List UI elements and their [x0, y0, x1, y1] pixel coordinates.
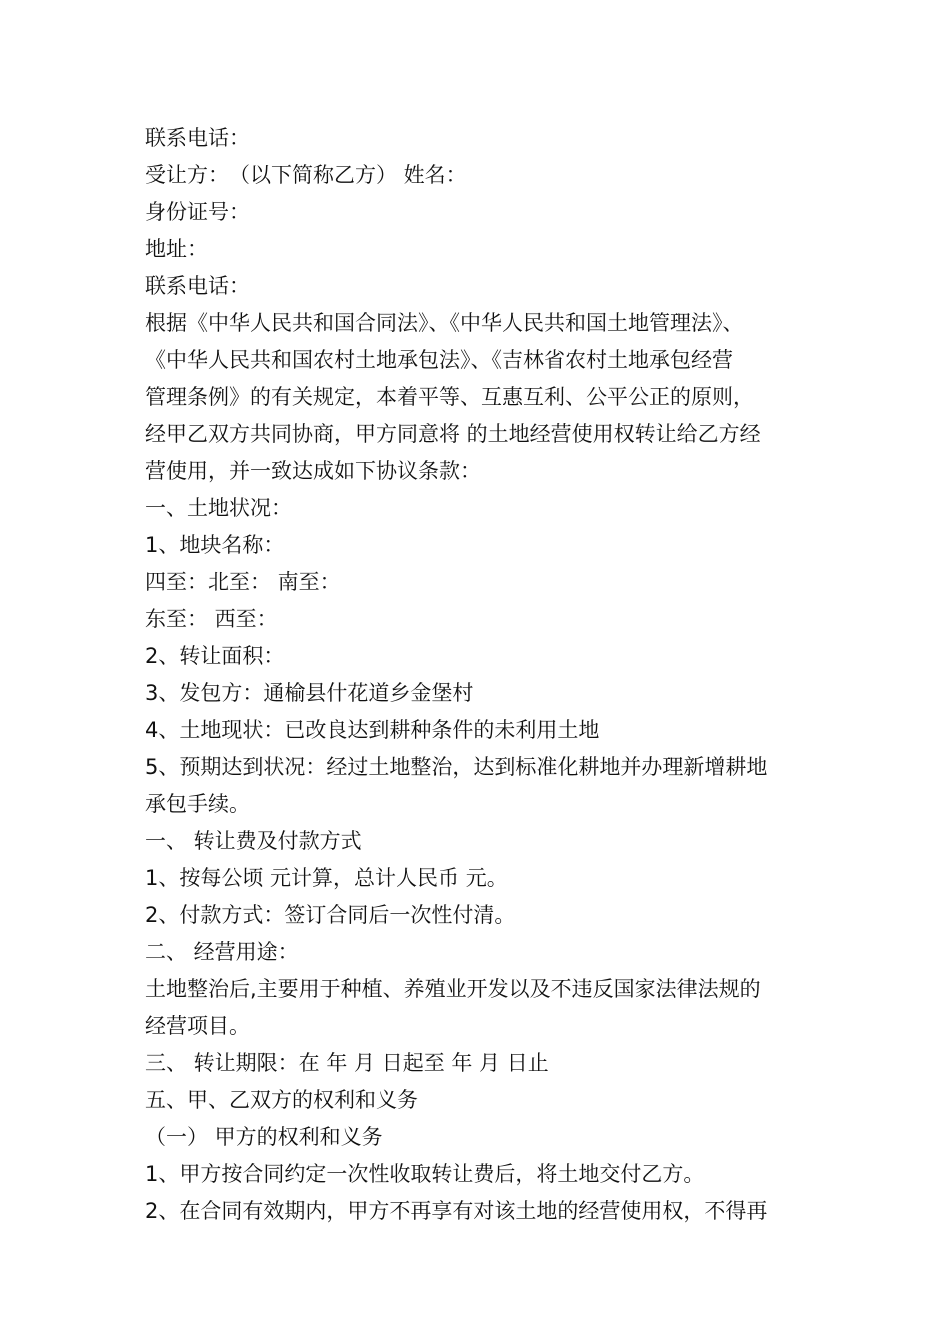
section-heading-usage: 二、 经营用途：	[145, 940, 299, 964]
text-line-party-a-clause-1: 1、甲方按合同约定一次性收取转让费后，将土地交付乙方。	[145, 1162, 705, 1186]
text-line-preamble-3: 管理条例》的有关规定，本着平等、互惠互利、公平公正的原则，	[145, 385, 754, 409]
text-line-preamble-1: 根据《中华人民共和国合同法》、《中华人民共和国土地管理法》、	[145, 311, 744, 335]
text-line-party-a-clause-2: 2、在合同有效期内，甲方不再享有对该土地的经营使用权，不得再	[145, 1199, 768, 1223]
text-line-preamble-2: 《中华人民共和国农村土地承包法》、《吉林省农村土地承包经营	[145, 348, 733, 372]
text-line-land-condition: 4、土地现状：已改良达到耕种条件的未利用土地	[145, 718, 600, 742]
text-line-preamble-5: 营使用，并一致达成如下协议条款：	[145, 459, 481, 483]
subsection-heading-party-a: （一） 甲方的权利和义务	[145, 1125, 383, 1149]
document-body	[145, 120, 815, 1230]
text-line-expected-status-2: 承包手续。	[145, 792, 250, 816]
text-line-address: 地址：	[145, 237, 208, 261]
section-heading-rights-obligations: 五、甲、乙双方的权利和义务	[145, 1088, 418, 1112]
text-line-transferee: 受让方： （以下简称乙方） 姓名：	[145, 163, 467, 187]
text-line-fee-calculation: 1、按每公顷 元计算，总计人民币 元。	[145, 866, 508, 890]
text-line-plot-name: 1、地块名称：	[145, 533, 285, 557]
text-line-preamble-4: 经甲乙双方共同协商，甲方同意将 的土地经营使用权转让给乙方经	[145, 422, 761, 446]
section-heading-transfer-term: 三、 转让期限：在 年 月 日起至 年 月 日止	[145, 1051, 549, 1075]
text-line-usage-1: 土地整治后,主要用于种植、养殖业开发以及不违反国家法律法规的	[145, 977, 761, 1001]
text-line-transfer-area: 2、转让面积：	[145, 644, 285, 668]
text-line-id-number: 身份证号：	[145, 200, 250, 224]
text-line-payment-method: 2、付款方式：签订合同后一次性付清。	[145, 903, 516, 927]
text-line-contractor: 3、发包方：通榆县什花道乡金堡村	[145, 681, 474, 705]
text-line-boundaries-north-south: 四至：北至： 南至：	[145, 570, 341, 594]
text-line-contact-phone-1: 联系电话：	[145, 126, 250, 150]
text-line-usage-2: 经营项目。	[145, 1014, 250, 1038]
text-line-boundaries-east-west: 东至： 西至：	[145, 607, 278, 631]
text-line-contact-phone-2: 联系电话：	[145, 274, 250, 298]
section-heading-fee-payment: 一、 转让费及付款方式	[145, 829, 362, 853]
section-heading-land-status: 一、土地状况：	[145, 496, 292, 520]
text-line-expected-status-1: 5、预期达到状况：经过土地整治，达到标准化耕地并办理新增耕地	[145, 755, 768, 779]
